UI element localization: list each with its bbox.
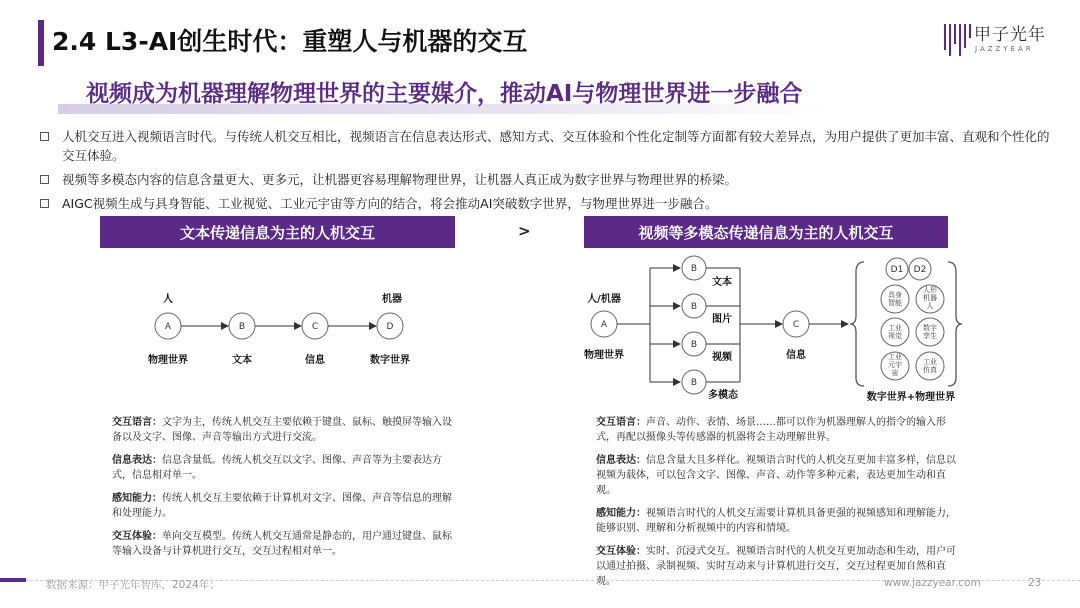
right-brace: [948, 262, 962, 386]
svg-text:视觉: 视觉: [888, 332, 902, 340]
svg-text:人: 人: [926, 302, 934, 310]
logo-name-cn: 甲子光年: [974, 25, 1046, 45]
branch-label-multimodal: 多模态: [708, 390, 738, 401]
svg-text:B: B: [690, 340, 698, 350]
svg-text:孪生: 孪生: [923, 332, 937, 340]
svg-text:智能: 智能: [888, 299, 902, 307]
footer-accent: [0, 578, 26, 582]
desc-item: 交互语言：声音、动作、表情、场景……都可以作为机器理解人的指令的输入形式，再配以摄像头等传感器的机器将会主动理解世界。: [596, 417, 946, 443]
desc-item: 交互语言：文字为主，传统人机交互主要依赖于键盘、鼠标、触摸屏等输入设备以及文字、图像、声音等输出方式进行交流。: [112, 417, 452, 443]
desc-item: 交互体验：单向交互模型。传统人机交互通常是静态的，用户通过键盘、鼠标等输入设备与计算机进行交互，交互过程相对单一。: [112, 531, 452, 557]
multimodal-interaction-diagram: [584, 256, 962, 403]
desc-item: 感知能力：传统人机交互主要依赖于计算机对文字、图像、声音等信息的理解和处理能力。: [112, 493, 452, 519]
branch-label-image: 图片: [712, 314, 732, 325]
page-title: 2.4 L3-AI创生时代：重塑人与机器的交互: [52, 27, 528, 56]
svg-text:元宇: 元宇: [888, 361, 902, 369]
label-info: 信息: [305, 355, 325, 366]
left-description: [112, 415, 452, 567]
left-brace: [850, 262, 864, 386]
desc-item: 交互体验：实时、沉浸式交互。视频语言时代的人机交互更加动态和生动，用户可以通过拍摄、录制视频、实时互动来与计算机进行交互，交互过程更加自然和直观。: [596, 546, 956, 587]
label-physical-world: 物理世界: [148, 355, 188, 366]
svg-text:B: B: [690, 264, 698, 274]
svg-text:D1: D1: [890, 265, 904, 275]
bullet-item: 人机交互进入视频语言时代。与传统人机交互相比，视频语言在信息表达形式、感知方式、交互体验和个性化定制等方面都有较大差异点，为用户提供了更加丰富、直观和个性化的交互体验。: [40, 127, 1050, 165]
svg-text:B: B: [238, 322, 246, 332]
bullet-item: 视频等多模态内容的信息含量更大、更多元，让机器更容易理解物理世界，让机器人真正成为数字世界与物理世界的桥梁。: [40, 170, 1050, 189]
brand-logo: [942, 20, 1062, 62]
svg-text:C: C: [311, 322, 319, 332]
footer-source: 数据来源：甲子光年智库，2024年；: [46, 579, 220, 591]
comparison-symbol: >: [518, 222, 531, 240]
right-section-header: 视频等多模态传递信息为主的人机交互: [584, 216, 948, 248]
bullet-square-icon: [40, 199, 49, 208]
svg-text:D2: D2: [913, 265, 927, 275]
page-subtitle: 视频成为机器理解物理世界的主要媒介，推动AI与物理世界进一步融合: [86, 81, 803, 107]
title-accent-bar: [38, 20, 44, 66]
interaction-diagrams: [0, 250, 1080, 410]
footer-url[interactable]: www.jazzyear.com: [884, 577, 981, 589]
svg-text:工业: 工业: [888, 353, 902, 361]
label-digital-physical: 数字世界+物理世界: [866, 392, 956, 403]
page-number: 23: [1028, 577, 1042, 589]
svg-text:A: A: [600, 320, 608, 330]
svg-text:人形: 人形: [923, 286, 937, 294]
branch-label-video: 视频: [712, 352, 732, 363]
right-description: [596, 415, 956, 597]
svg-text:机器: 机器: [923, 294, 937, 302]
svg-text:工业: 工业: [923, 358, 937, 366]
svg-text:B: B: [690, 378, 698, 388]
desc-item: 感知能力：视频语言时代的人机交互需要计算机具备更强的视频感知和理解能力，能够识别、理解和分析视频中的内容和情境。: [596, 508, 956, 534]
svg-text:仿真: 仿真: [923, 366, 937, 374]
svg-text:C: C: [792, 320, 800, 330]
branch-label-text: 文本: [712, 277, 732, 288]
label-physical-world: 物理世界: [584, 350, 624, 361]
desc-item: 信息表达：信息含量低。传统人机交互以文字、图像、声音等为主要表达方式，信息相对单一。: [112, 455, 442, 481]
label-person: 人: [163, 294, 173, 305]
bullet-square-icon: [40, 175, 49, 184]
label-human-machine: 人/机器: [587, 294, 621, 305]
bullet-square-icon: [40, 132, 49, 141]
label-info: 信息: [786, 350, 806, 361]
bullet-item: AIGC视频生成与具身智能、工业视觉、工业元宇宙等方向的结合，将会推动AI突破数字世界，与物理世界进一步融合。: [40, 194, 1050, 213]
svg-text:D: D: [386, 322, 394, 332]
label-machine: 机器: [382, 294, 402, 305]
text-interaction-diagram: [148, 292, 410, 366]
logo-name-en: JAZZYEAR: [975, 45, 1034, 53]
label-text: 文本: [232, 355, 252, 366]
desc-item: 信息表达：信息含量大且多样化。视频语言时代的人机交互更加丰富多样，信息以视频为载体，可以包含文字、图像、声音、动作等多种元素，表达更加生动和直观。: [596, 455, 956, 496]
svg-text:B: B: [690, 302, 698, 312]
logo-mark-icon: [942, 20, 972, 60]
svg-text:宙: 宙: [891, 369, 899, 377]
svg-text:具身: 具身: [888, 291, 902, 299]
svg-text:工业: 工业: [888, 324, 902, 332]
svg-text:数字: 数字: [923, 324, 937, 332]
left-section-header: 文本传递信息为主的人机交互: [100, 216, 455, 248]
label-digital-world: 数字世界: [370, 355, 410, 366]
svg-text:A: A: [164, 322, 172, 332]
